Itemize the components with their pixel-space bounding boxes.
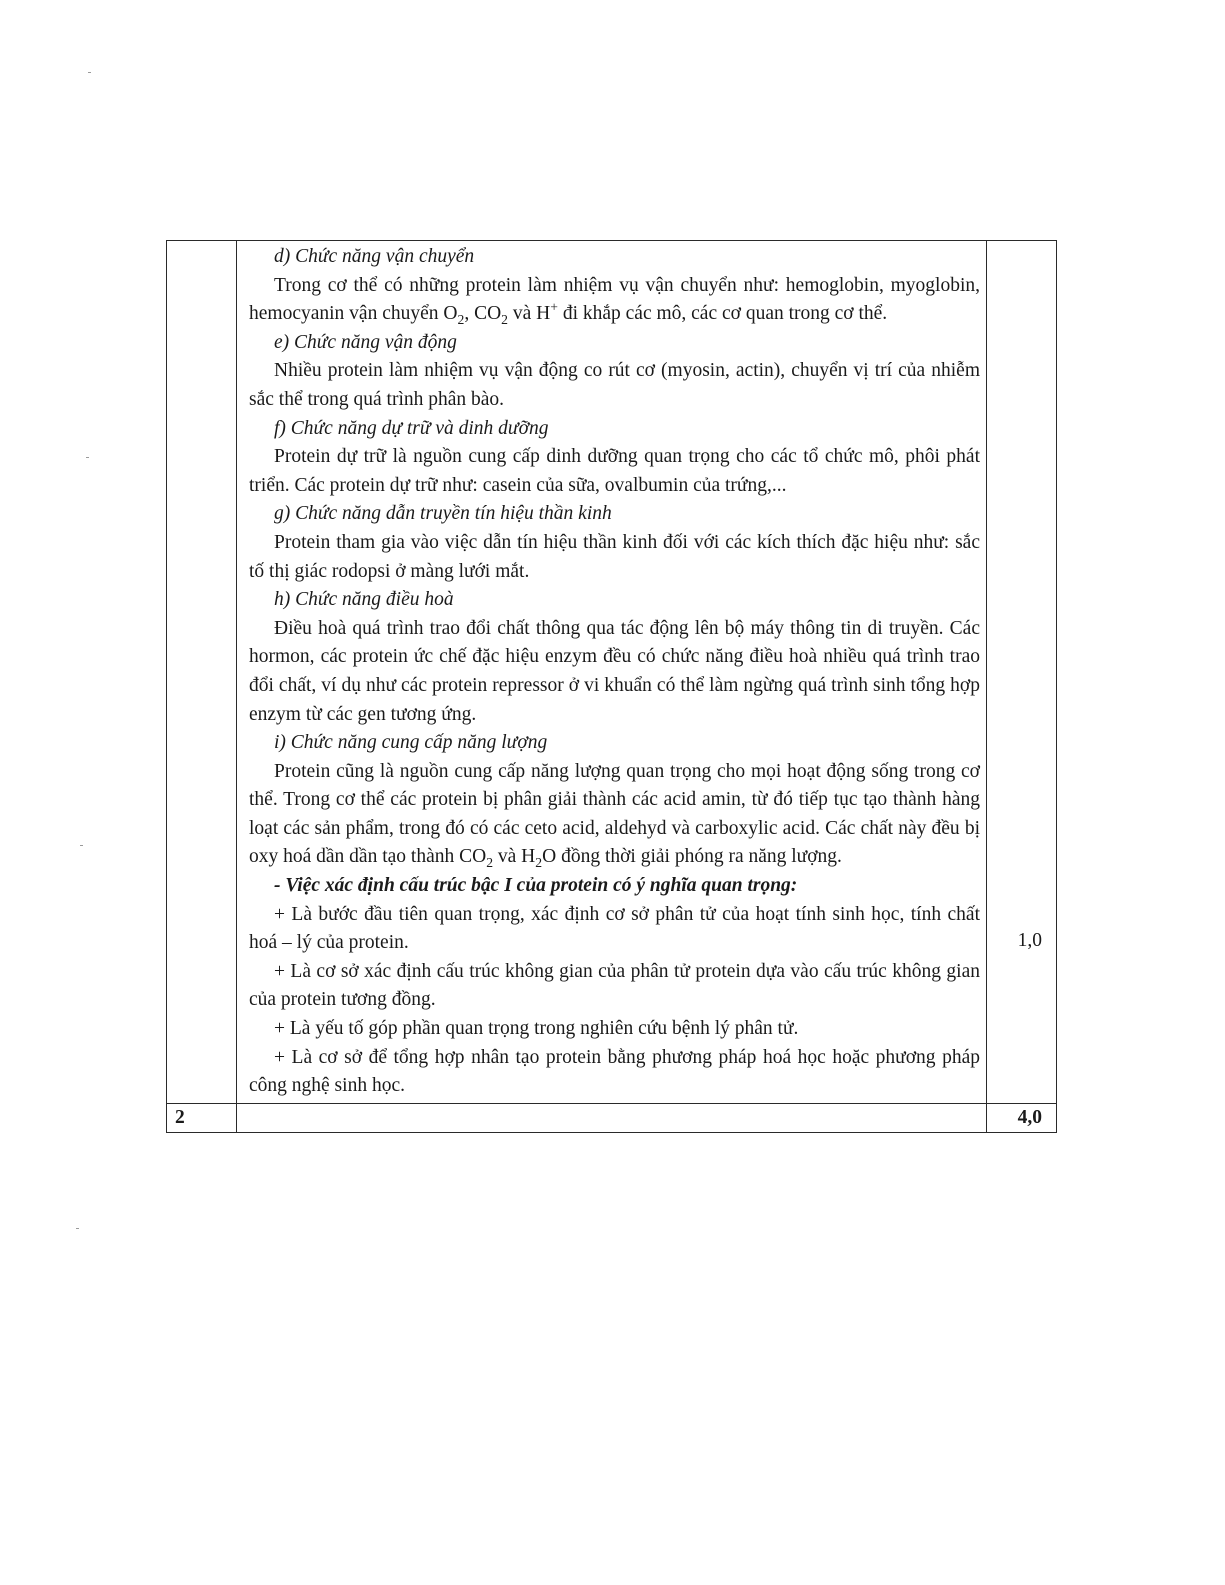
scan-speck	[86, 457, 89, 458]
section-body-i: Protein cũng là nguồn cung cấp năng lượng quan trọng cho mọi hoạt động sống trong cơ thể. Trong cơ thể các protein bị phân giải thành các acid amin, từ đó tiếp tục tạo thành hàng loạt các sản phẩm, trong đó có các ceto acid, aldehyd và carboxylic acid. Các chất này đều bị oxy hoá dần dần tạo thành $CO_2$ và $H_2O$ đồng thời giải phóng ra năng lượng.	[249, 760, 980, 871]
section-body-f: Protein dự trữ là nguồn cung cấp dinh dưỡng quan trọng cho các tổ chức mô, phôi phát triển. Các protein dự trữ như: casein của sữa, ovalbumin của trứng,...	[249, 446, 980, 496]
significance-point-3: + Là yếu tố góp phần quan trọng trong nghiên cứu bệnh lý phân tử.	[274, 1018, 799, 1040]
section-body-d: Trong cơ thể có những protein làm nhiệm vụ vận chuyển như: hemoglobin, myoglobin, hemocyanin vận chuyển $O_2$, $CO_2$ và H+ đi khắp các mô, các cơ quan trong cơ thể.	[249, 274, 980, 328]
score-value: 1,0	[1017, 930, 1042, 951]
score-cell	[987, 241, 1057, 1104]
significance-point-4: + Là cơ sở để tổng hợp nhân tạo protein bằng phương pháp hoá học hoặc phương pháp công nghệ sinh học.	[249, 1046, 980, 1097]
section-body-h: Điều hoà quá trình trao đổi chất thông qua tác động lên bộ máy thông tin di truyền. Các hormon, các protein ức chế đặc hiệu enzym đều có chức năng điều hoà nhiều quá trình trao đổi chất, ví dụ như các protein repressor ở vi khuẩn có thể làm ngừng quá trình sinh tổng hợp enzym từ các gen tương ứng.	[249, 617, 980, 725]
answer-content-cell	[237, 241, 987, 1104]
question-score: 4,0	[987, 1103, 1057, 1132]
table-row-1-continued	[167, 241, 1057, 1104]
scan-speck	[88, 72, 91, 73]
section-heading-d: d) Chức năng vận chuyển	[274, 246, 475, 267]
scan-speck	[80, 845, 83, 846]
section-heading-i: i) Chức năng cung cấp năng lượng	[274, 732, 548, 754]
section-heading-f: f) Chức năng dự trữ và dinh dưỡng	[274, 417, 549, 439]
significance-point-1: + Là bước đầu tiên quan trọng, xác định cơ sở phân tử của hoạt tính sinh học, tính chất hoá – lý của protein.	[249, 903, 980, 954]
section-heading-h: h) Chức năng điều hoà	[274, 589, 454, 611]
section-heading-g: g) Chức năng dẫn truyền tín hiệu thần kinh	[274, 503, 612, 525]
question-number-cell	[167, 241, 237, 1104]
table-row-2	[167, 1103, 1057, 1132]
significance-point-2: + Là cơ sở xác định cấu trúc không gian của phân tử protein dựa vào cấu trúc không gian của protein tương đồng.	[249, 960, 980, 1011]
scan-speck	[76, 1228, 79, 1229]
section-body-g: Protein tham gia vào việc dẫn tín hiệu thần kinh đối với các kích thích đặc hiệu như: sắc tố thị giác rodopsi ở màng lưới mắt.	[249, 531, 980, 582]
section-heading-e: e) Chức năng vận động	[274, 331, 457, 353]
question-number: 2	[167, 1103, 237, 1132]
answer-content-cell-empty	[237, 1103, 987, 1132]
answer-table	[166, 240, 1057, 1133]
significance-heading: - Việc xác định cấu trúc bậc I của protein có ý nghĩa quan trọng:	[274, 875, 798, 897]
section-body-e: Nhiều protein làm nhiệm vụ vận động co rút cơ (myosin, actin), chuyển vị trí của nhiễm sắc thể trong quá trình phân bào.	[249, 360, 980, 410]
